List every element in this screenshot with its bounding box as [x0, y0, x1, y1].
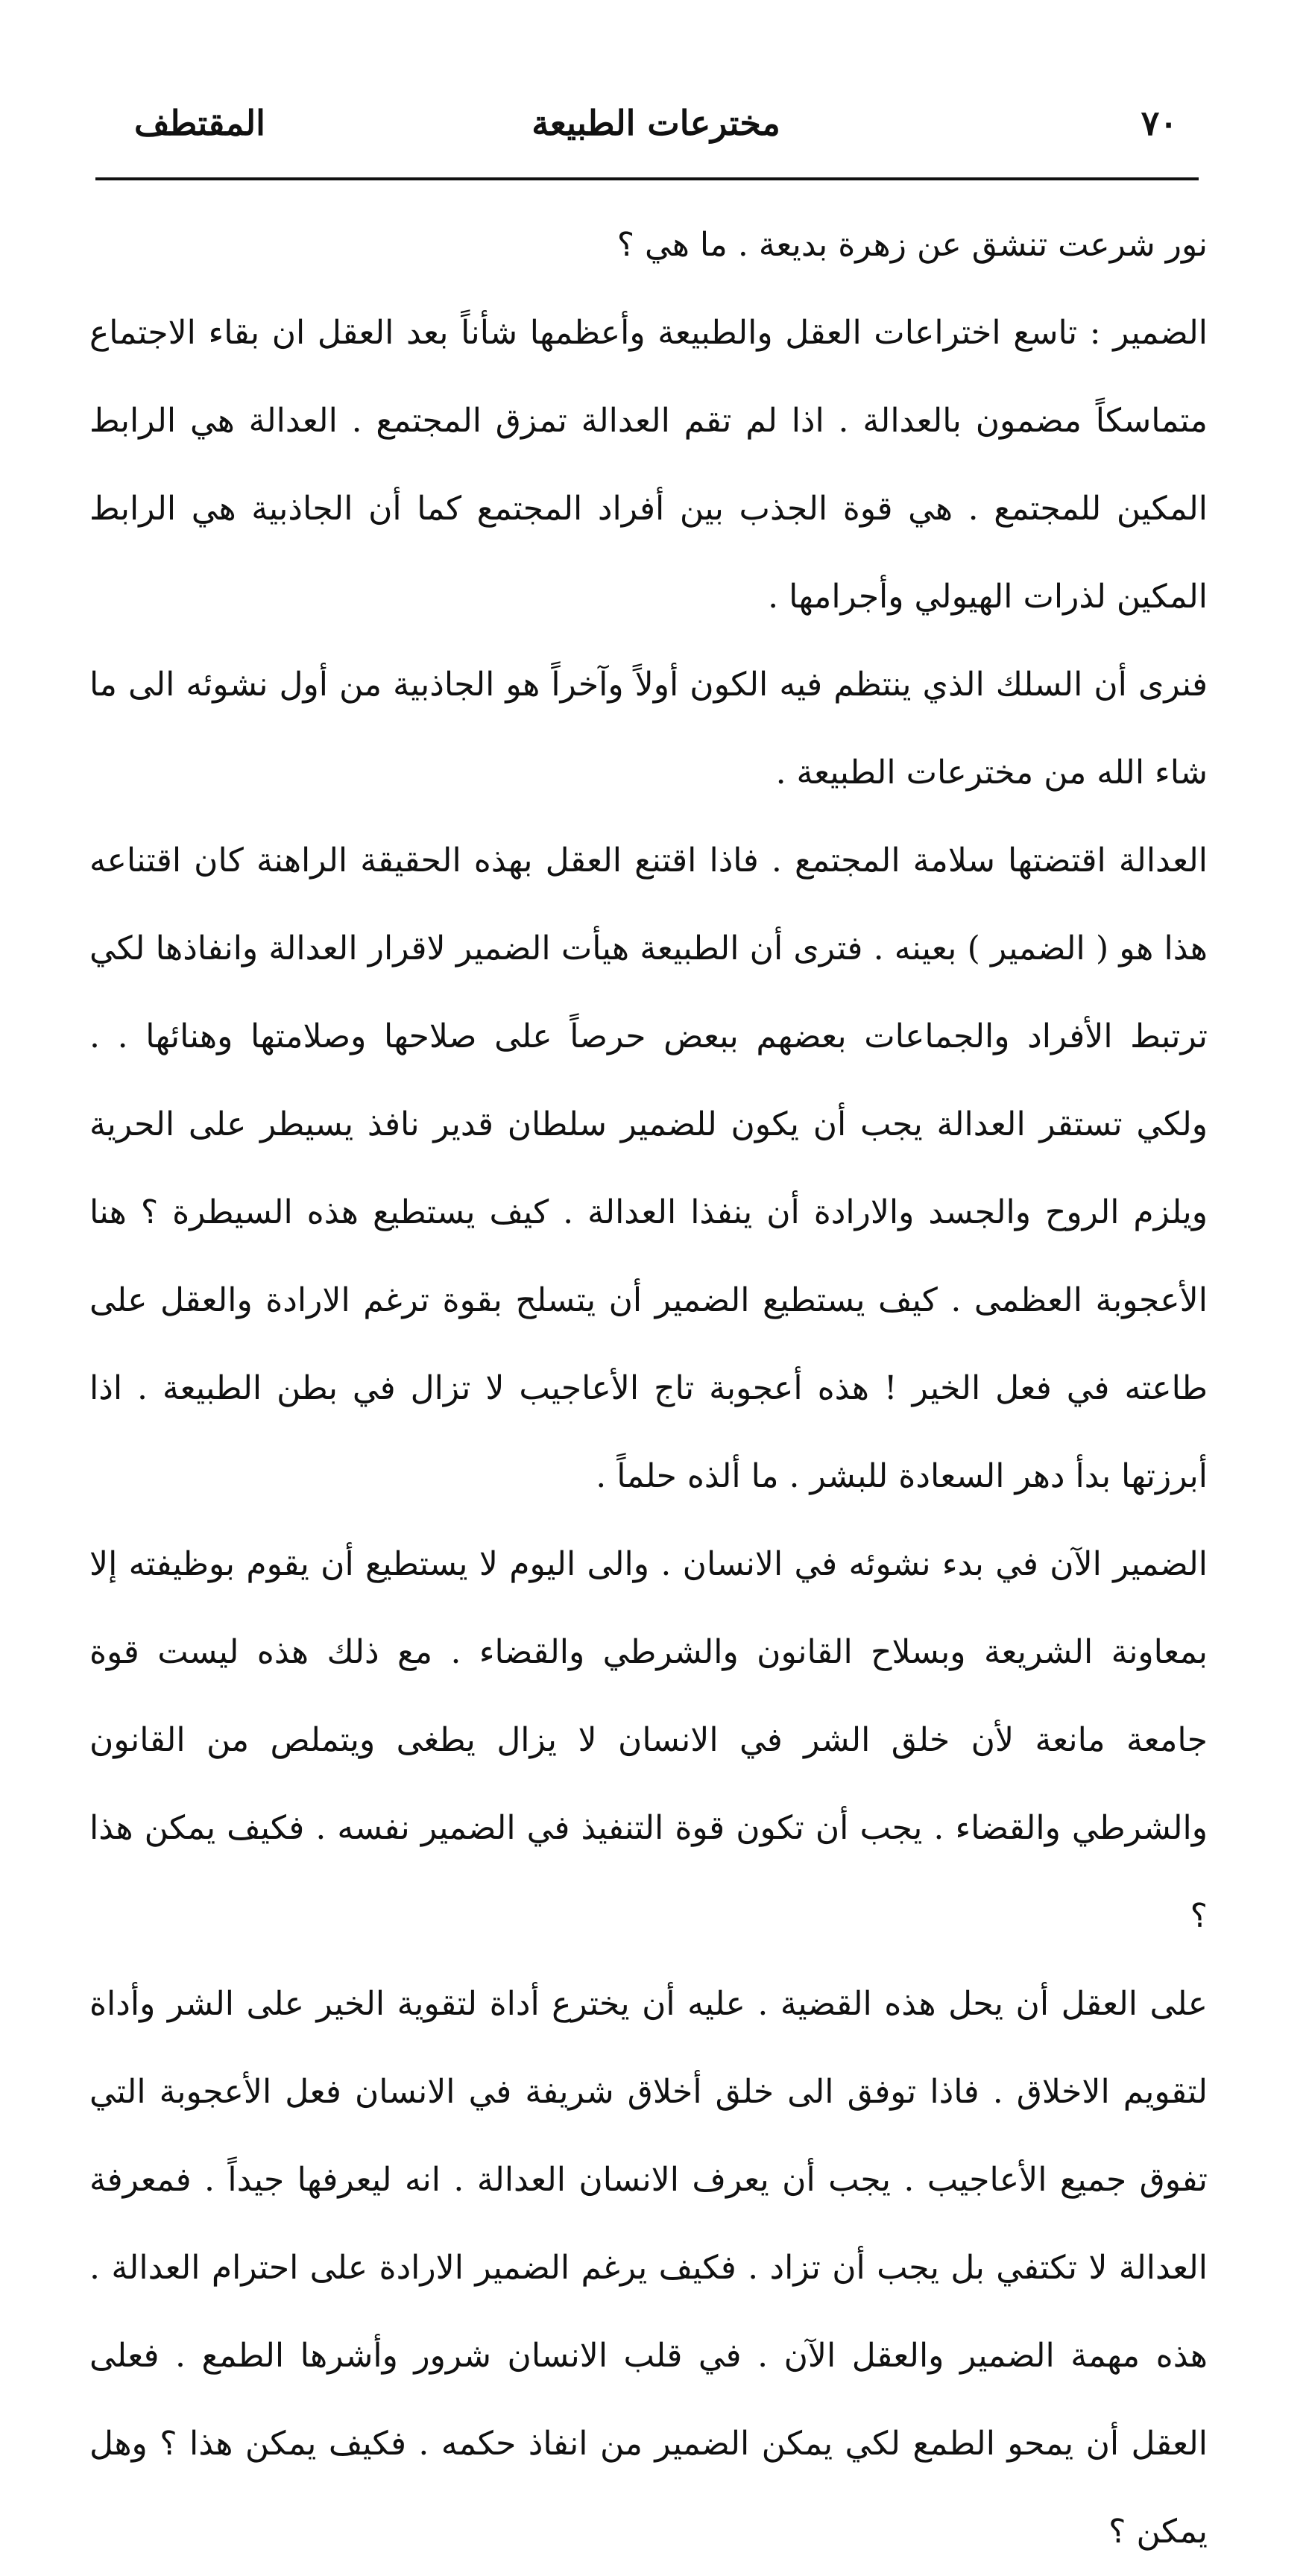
paragraph-4: العدالة اقتضتها سلامة المجتمع . فاذا اقتنع العقل بهذه الحقيقة الراهنة كان اقتناعه هذا هو ( الضمير ) بعينه . فترى أن الطبيعة هيأت الضمير لاقرار العدالة وانفاذها لكي ترتبط الأفراد والجماعات بعضهم ببعض حرصاً على صلاحها وصلامتها وهنائها . . ولكي تستقر العدالة يجب أن يكون للضمير سلطان قدير نافذ يسيطر على الحرية ويلزم الروح والجسد والارادة أن ينفذا العدالة . كيف يستطيع هذه السيطرة ؟ هنا الأعجوبة العظمى . كيف يستطيع الضمير أن يتسلح بقوة ترغم الارادة والعقل على طاعته في فعل الخير ! هذه أعجوبة تاج الأعاجيب لا تزال في بطن الطبيعة . اذا أبرزتها بدأ دهر السعادة للبشر . ما ألذه حلماً .	[89, 842, 1208, 1495]
paragraph-2: الضمير : تاسع اختراعات العقل والطبيعة وأعظمها شأناً بعد العقل ان بقاء الاجتماع متماسكاً مضمون بالعدالة . اذا لم تقم العدالة تمزق المجتمع . العدالة هي الرابط المكين للمجتمع . هي قوة الجذب بين أفراد المجتمع كما أن الجاذبية هي الرابط المكين لذرات الهيولي وأجرامها .	[89, 314, 1208, 616]
header-divider	[95, 177, 1199, 180]
article-body	[89, 201, 1208, 2576]
page-number: ٧٠	[1141, 103, 1178, 143]
header-title: مخترعات الطبيعة	[531, 103, 780, 143]
running-header	[134, 95, 1178, 155]
paragraph-6: على العقل أن يحل هذه القضية . عليه أن يخترع أداة لتقوية الخير على الشر وأداة لتقويم الاخلاق . فاذا توفق الى خلق أخلاق شريفة في الانسان فعل الأعجوبة التي تفوق جميع الأعاجيب . يجب أن يعرف الانسان العدالة . انه ليعرفها جيداً . فمعرفة العدالة لا تكتفي بل يجب أن تزاد . فكيف يرغم الضمير الارادة على احترام العدالة . هذه مهمة الضمير والعقل الآن . في قلب الانسان شرور وأشرها الطمع . فعلى العقل أن يمحو الطمع لكي يمكن الضمير من انفاذ حكمه . فكيف يمكن هذا ؟ وهل يمكن ؟	[89, 1985, 1208, 2551]
paragraph-1: نور شرعت تنشق عن زهرة بديعة . ما هي ؟	[616, 226, 1208, 264]
journal-name: المقتطف	[134, 103, 265, 143]
paragraph-3: فنرى أن السلك الذي ينتظم فيه الكون أولاً وآخراً هو الجاذبية من أول نشوئه الى ما شاء الله من مخترعات الطبيعة .	[89, 666, 1208, 792]
paragraph-5: الضمير الآن في بدء نشوئه في الانسان . والى اليوم لا يستطيع أن يقوم بوظيفته إلا بمعاونة الشريعة وبسلاح القانون والشرطي والقضاء . مع ذلك هذه ليست قوة جامعة مانعة لأن خلق الشر في الانسان لا يزال يطغى ويتملص من القانون والشرطي والقضاء . يجب أن تكون قوة التنفيذ في الضمير نفسه . فكيف يمكن هذا ؟	[89, 1545, 1208, 1935]
